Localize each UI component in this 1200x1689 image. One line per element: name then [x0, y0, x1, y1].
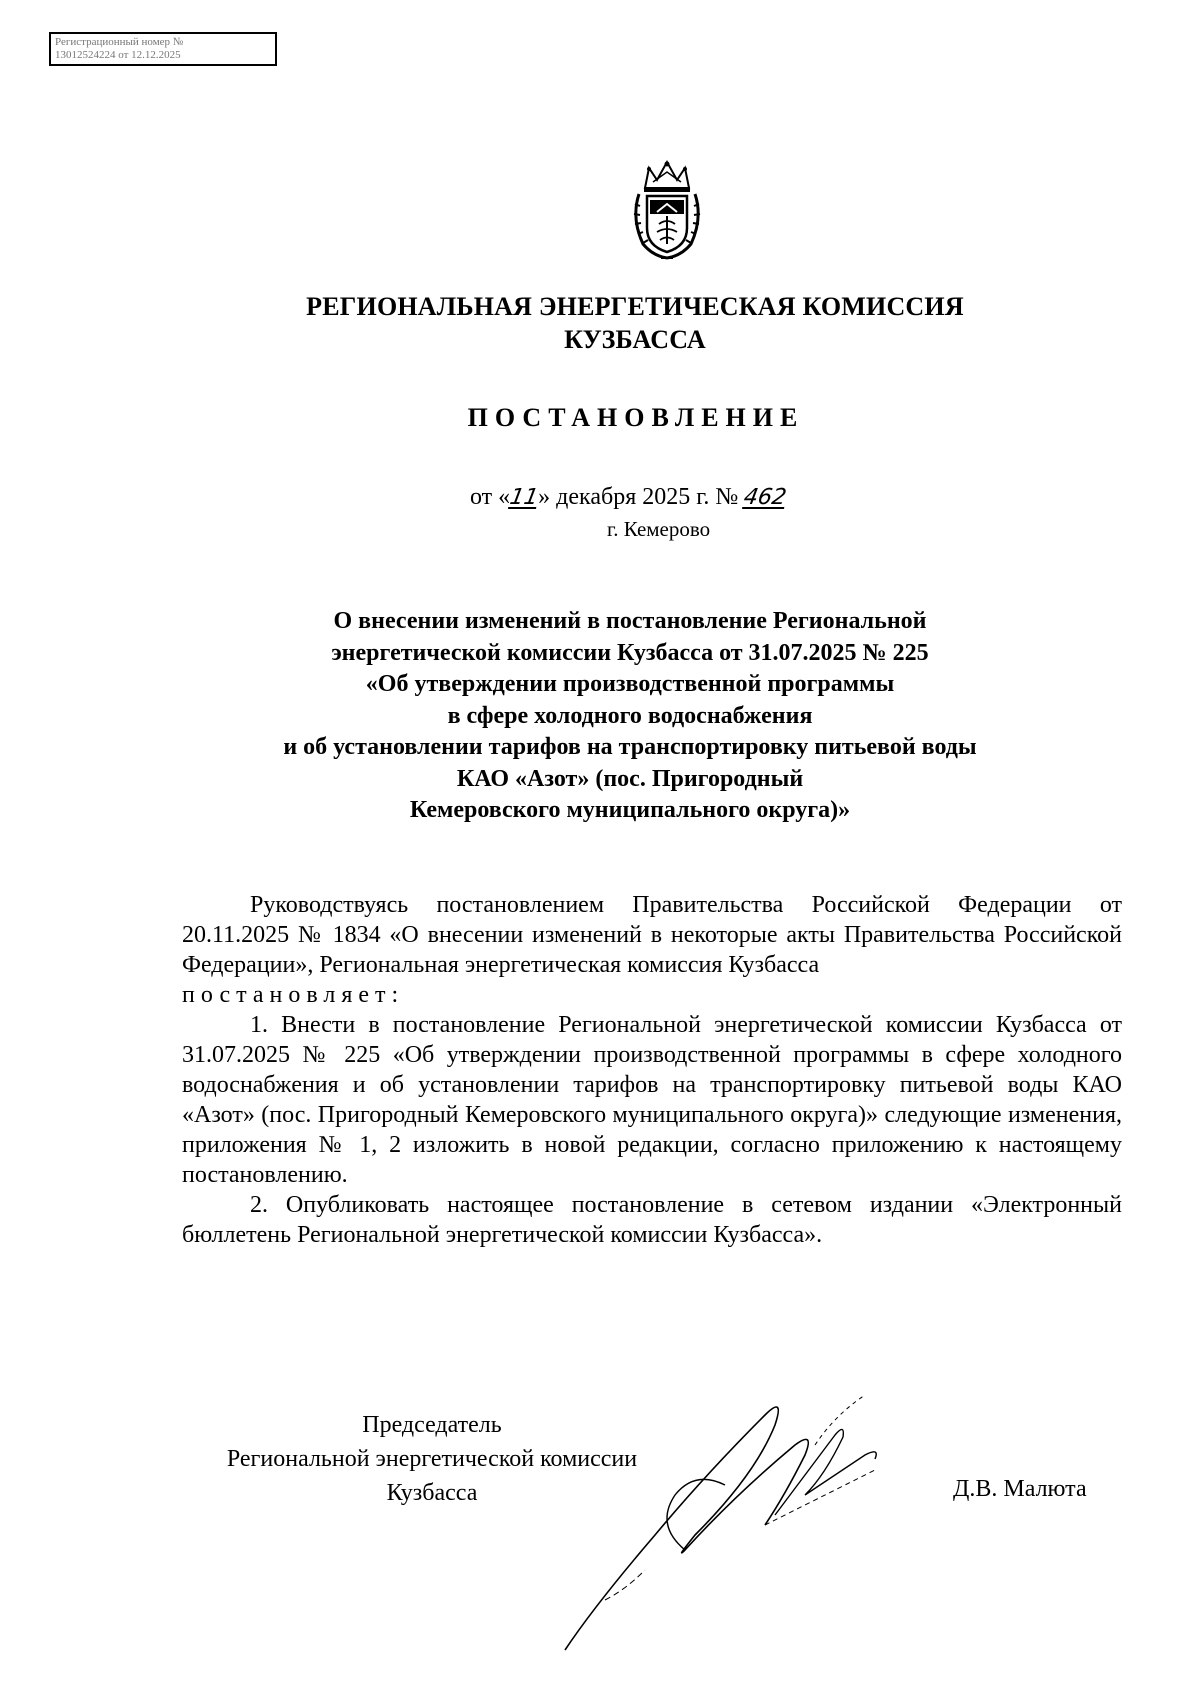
organization-title-line2: КУЗБАССА — [564, 325, 706, 354]
document-city: г. Кемерово — [607, 517, 711, 541]
date-prefix: от « — [470, 484, 511, 510]
subject-line: КАО «Азот» (пос. Пригородный — [456, 765, 804, 792]
handwritten-day: 11 — [507, 485, 541, 510]
coat-of-arms-icon — [627, 158, 707, 262]
subject-line: энергетической комиссии Кузбасса от 31.07.2025 № 225 — [331, 639, 929, 666]
signer-title-line1: Председатель — [362, 1412, 502, 1438]
handwritten-document-number: 462 — [742, 485, 789, 510]
handwritten-signature — [535, 1375, 955, 1665]
registration-stamp — [49, 32, 277, 66]
registration-stamp-line1: Регистрационный номер № — [55, 36, 184, 48]
preamble-paragraph: Руководствуясь постановлением Правительства Российской Федерации от 20.11.2025 № 1834 «О внесении изменений в некоторые акты Правительства Российской Федерации», Региональная энергетическая комиссия Кузбасса — [182, 892, 1122, 978]
document-type-heading: ПОСТАНОВЛЕНИЕ — [467, 403, 805, 432]
resolves-word: постановляет: — [182, 982, 405, 1008]
subject-line: Кемеровского муниципального округа)» — [409, 797, 851, 823]
signer-title-line2: Региональной энергетической комиссии — [226, 1446, 638, 1472]
subject-line: О внесении изменений в постановление Региональной — [333, 608, 927, 634]
item-2-paragraph: 2. Опубликовать настоящее постановление в сетевом издании «Электронный бюллетень Региональной энергетической комиссии Кузбасса». — [182, 1192, 1122, 1248]
subject-line: и об установлении тарифов на транспортировку питьевой воды — [283, 734, 977, 760]
document-body — [182, 890, 1122, 1250]
organization-title-line1: РЕГИОНАЛЬНАЯ ЭНЕРГЕТИЧЕСКАЯ КОМИССИЯ — [306, 292, 964, 321]
signer-title-line3: Кузбасса — [386, 1480, 478, 1506]
signer-name: Д.В. Малюта — [953, 1476, 1087, 1502]
document-subject — [0, 606, 1200, 827]
item-1-paragraph: 1. Внести в постановление Региональной энергетической комиссии Кузбасса от 31.07.2025 № 225 «Об утверждении производственной программы в сфере холодного водоснабжения и об установлении тарифов на транспортировку питьевой воды КАО «Азот» (пос. Пригородный Кемеровского муниципального округа)» следующие изменения, приложения № 1, 2 изложить в новой редакции, согласно приложению к настоящему постановлению. — [182, 1012, 1122, 1188]
document-date-line — [470, 484, 789, 511]
organization-title — [0, 290, 1200, 356]
subject-line: в сфере холодного водоснабжения — [447, 702, 813, 729]
registration-stamp-line2: 13012524224 от 12.12.2025 — [55, 49, 181, 61]
date-middle: » декабря 2025 г. № — [538, 484, 745, 510]
subject-line: «Об утверждении производственной программы — [365, 671, 895, 697]
